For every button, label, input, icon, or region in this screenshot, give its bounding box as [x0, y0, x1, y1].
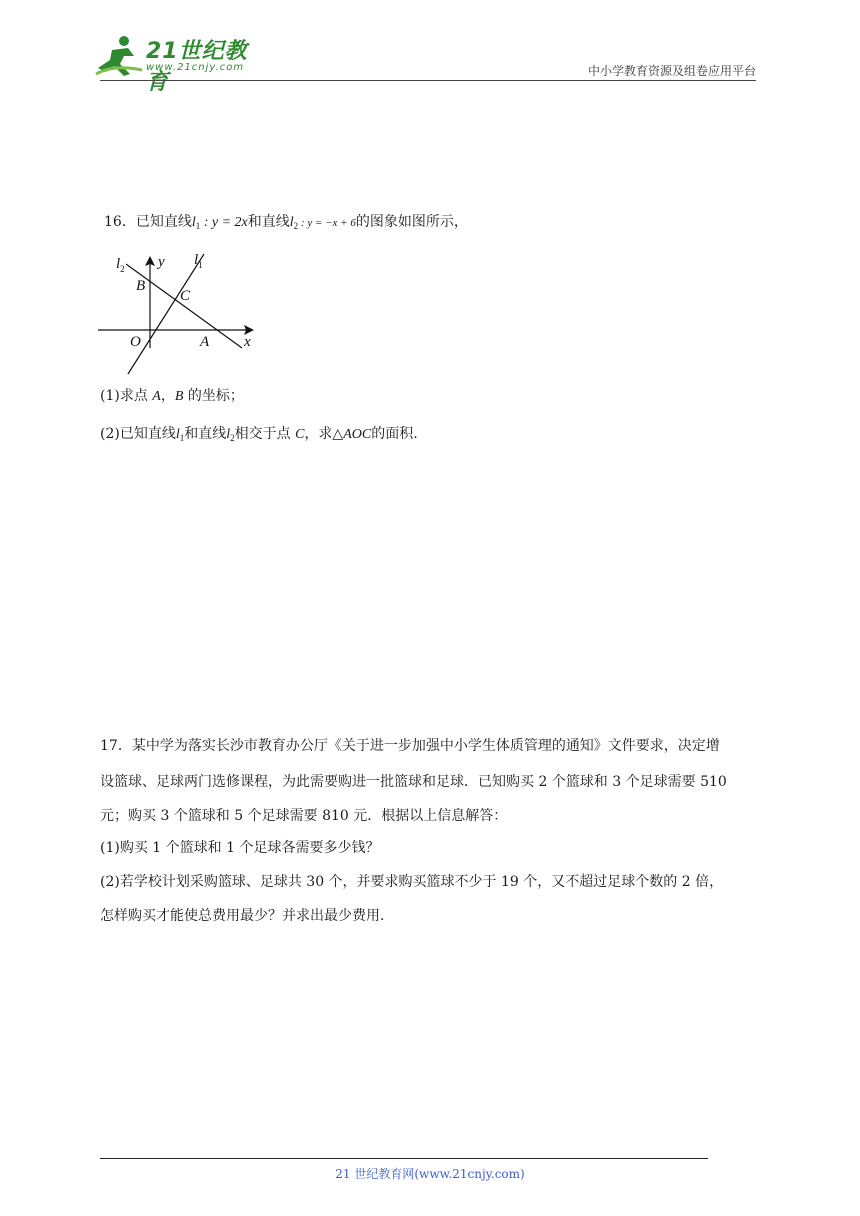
question-16-part-1 [100, 386, 244, 407]
q16-part2-a: (2)已知直线 [100, 426, 176, 442]
runner-logo-icon [94, 34, 144, 78]
footer-text[interactable]: 21 世纪教育网(www.21cnjy.com) [335, 1167, 525, 1181]
label-l1: $l_1$ [194, 252, 203, 270]
logo-text: 21世纪教育 [146, 39, 248, 95]
question-16-part-2 [100, 424, 418, 448]
q16-part2-e: 的面积. [371, 426, 418, 442]
q16-part1-text: (1)求点 [100, 388, 148, 404]
q16-part2-l2: l [226, 427, 231, 442]
q16-part2-l2-sub: 2 [230, 433, 235, 443]
footer-divider [100, 1158, 708, 1159]
question-16-stem [104, 212, 468, 236]
question-17-line-2: 设篮球、足球两门选修课程，为此需要购进一批篮球和足球．已知购买 2 个篮球和 3 个足球需要 510 [100, 774, 727, 790]
q16-l2-sub: 2 [293, 221, 299, 231]
question-17-part-2-line-1: (2)若学校计划采购篮球、足球共 30 个，并要求购买篮球不少于 19 个，又不超过足球个数的 2 倍， [100, 874, 724, 890]
q16-part2-l1: l [175, 427, 180, 442]
q16-prefix: 16．已知直线 [104, 214, 192, 230]
q16-part1-sep: ， [160, 388, 175, 404]
q16-l2-letter: l [289, 215, 294, 230]
q16-part2-b: 和直线 [184, 426, 227, 442]
q16-part2-c: 相交于点 [234, 426, 291, 442]
q16-l1-sub: 1 [195, 221, 201, 231]
label-l2: $l_2$ [116, 256, 125, 274]
label-x: x [244, 334, 251, 350]
line-l2 [126, 264, 242, 348]
q16-equation-1: : y = 2x [200, 215, 248, 230]
question-17-line-1: 17．某中学为落实长沙市教育办公厅《关于进一步加强中小学生体质管理的通知》文件要求，决定增 [100, 738, 720, 754]
header-divider [100, 80, 756, 81]
label-A: A [200, 334, 210, 350]
question-17-line-3: 元；购买 3 个篮球和 5 个足球需要 810 元．根据以上信息解答： [100, 808, 508, 824]
q16-part1-end: 的坐标； [183, 388, 244, 404]
q16-part2-d: ，求△ [304, 426, 344, 442]
label-O: O [130, 334, 141, 350]
q16-part1-B: B [174, 389, 184, 404]
platform-title: 中小学教育资源及组卷应用平台 [587, 64, 756, 78]
coordinate-figure [96, 244, 266, 380]
logo-url: www.21cnjy.com [146, 62, 245, 73]
q16-part2-C: C [295, 427, 305, 442]
line-l1 [128, 254, 204, 374]
page-header [0, 0, 860, 95]
question-17-part-1: (1)购买 1 个篮球和 1 个足球各需要多少钱？ [100, 840, 380, 856]
q16-equation-2: : y = −x + 6 [298, 217, 356, 229]
q16-mid-text: 和直线 [247, 214, 290, 230]
label-C: C [180, 288, 191, 304]
label-B: B [136, 278, 146, 294]
q16-suffix: 的图象如图所示， [355, 214, 468, 230]
q16-l1-letter: l [191, 215, 196, 230]
q16-part1-A: A [152, 389, 161, 404]
q16-part2-l1-sub: 1 [179, 433, 185, 443]
label-y: y [158, 254, 165, 270]
q16-part2-AOC: AOC [343, 427, 372, 442]
site-logo [94, 34, 264, 95]
question-17-part-2-line-2: 怎样购买才能使总费用最少？并求出最少费用． [100, 908, 394, 924]
